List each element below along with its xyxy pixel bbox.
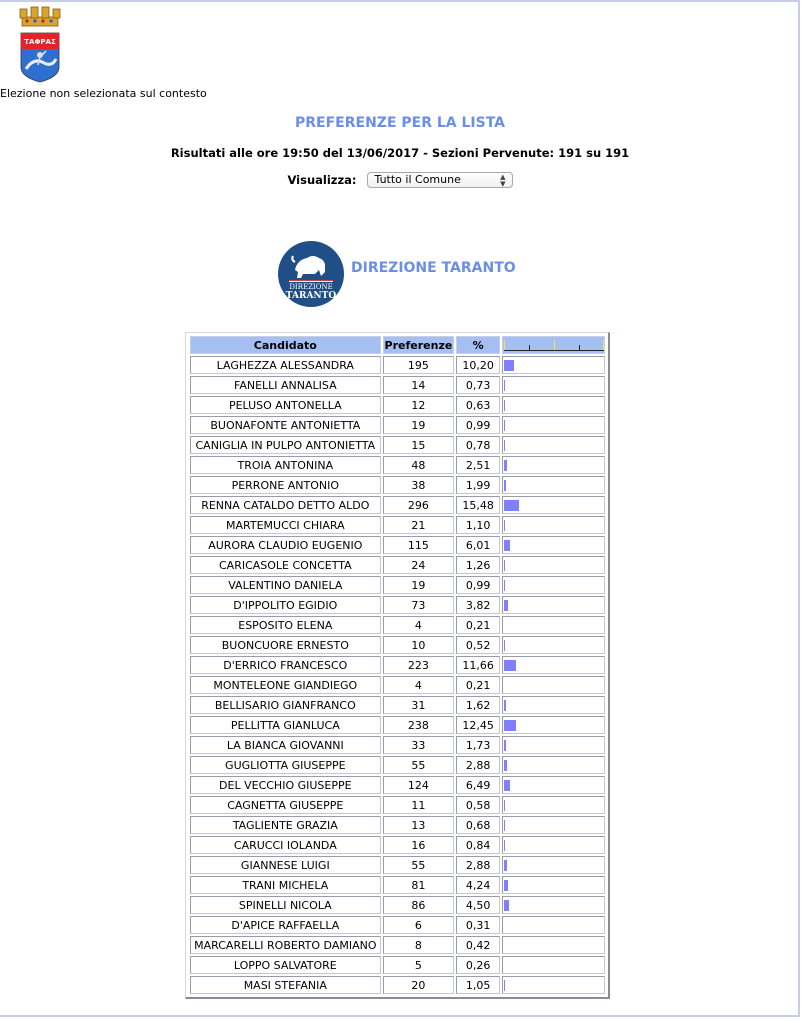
table-row	[190, 956, 605, 974]
candidate-votes: 223	[383, 656, 455, 674]
candidate-bar-cell	[502, 356, 605, 374]
table-row	[190, 876, 605, 894]
candidate-name: CARICASOLE CONCETTA	[190, 556, 381, 574]
svg-text:ΤΑΦΡΑΣ: ΤΑΦΡΑΣ	[24, 38, 56, 46]
table-row	[190, 656, 605, 674]
candidate-votes: 15	[383, 436, 455, 454]
candidate-votes: 81	[383, 876, 455, 894]
table-row	[190, 736, 605, 754]
candidate-votes: 31	[383, 696, 455, 714]
candidate-bar-cell	[502, 976, 605, 994]
bar-scale-axis	[504, 350, 604, 351]
candidate-percent: 12,45	[456, 716, 500, 734]
candidate-percent: 4,24	[456, 876, 500, 894]
percent-bar	[504, 560, 505, 571]
candidate-percent: 1,99	[456, 476, 500, 494]
candidate-percent: 0,99	[456, 416, 500, 434]
percent-bar	[504, 580, 505, 591]
candidate-votes: 38	[383, 476, 455, 494]
percent-bar	[504, 540, 510, 551]
candidate-votes: 124	[383, 776, 455, 794]
preferences-table-container	[185, 332, 610, 999]
candidate-percent: 3,82	[456, 596, 500, 614]
candidate-bar-cell	[502, 636, 605, 654]
candidate-name: CAGNETTA GIUSEPPE	[190, 796, 381, 814]
candidate-percent: 2,51	[456, 456, 500, 474]
candidate-votes: 55	[383, 756, 455, 774]
bar-scale-tick	[579, 345, 580, 350]
percent-bar	[504, 780, 510, 791]
percent-bar	[504, 640, 505, 651]
table-row	[190, 976, 605, 994]
candidate-name: GUGLIOTTA GIUSEPPE	[190, 756, 381, 774]
candidate-percent: 0,99	[456, 576, 500, 594]
candidate-votes: 14	[383, 376, 455, 394]
candidate-votes: 6	[383, 916, 455, 934]
table-row	[190, 576, 605, 594]
view-selector-row	[0, 172, 800, 188]
view-label: Visualizza:	[287, 173, 357, 187]
candidate-votes: 55	[383, 856, 455, 874]
candidate-percent: 2,88	[456, 856, 500, 874]
candidate-percent: 1,10	[456, 516, 500, 534]
candidate-percent: 15,48	[456, 496, 500, 514]
candidate-votes: 296	[383, 496, 455, 514]
candidate-votes: 21	[383, 516, 455, 534]
percent-bar	[504, 500, 519, 511]
candidate-votes: 4	[383, 616, 455, 634]
bar-scale-tick	[529, 345, 530, 350]
candidate-percent: 6,49	[456, 776, 500, 794]
candidate-votes: 24	[383, 556, 455, 574]
city-crest-icon	[18, 5, 62, 83]
candidate-bar-cell	[502, 896, 605, 914]
candidate-name: TROIA ANTONINA	[190, 456, 381, 474]
table-row	[190, 436, 605, 454]
candidate-percent: 0,84	[456, 836, 500, 854]
candidate-name: PERRONE ANTONIO	[190, 476, 381, 494]
candidate-name: DEL VECCHIO GIUSEPPE	[190, 776, 381, 794]
candidate-percent: 1,05	[456, 976, 500, 994]
percent-bar	[504, 840, 505, 851]
candidate-name: SPINELLI NICOLA	[190, 896, 381, 914]
candidate-percent: 0,31	[456, 916, 500, 934]
percent-bar	[504, 880, 508, 891]
candidate-name: MASI STEFANIA	[190, 976, 381, 994]
table-row	[190, 856, 605, 874]
candidate-votes: 11	[383, 796, 455, 814]
candidate-votes: 19	[383, 416, 455, 434]
candidate-bar-cell	[502, 836, 605, 854]
candidate-percent: 0,78	[456, 436, 500, 454]
candidate-name: LAGHEZZA ALESSANDRA	[190, 356, 381, 374]
list-logo-icon	[277, 240, 345, 308]
candidate-votes: 12	[383, 396, 455, 414]
candidate-name: PELLITTA GIANLUCA	[190, 716, 381, 734]
candidate-name: RENNA CATALDO DETTO ALDO	[190, 496, 381, 514]
candidate-bar-cell	[502, 776, 605, 794]
percent-bar	[504, 480, 506, 491]
candidate-bar-cell	[502, 556, 605, 574]
table-row	[190, 916, 605, 934]
percent-bar	[504, 380, 505, 391]
table-row	[190, 556, 605, 574]
table-row	[190, 356, 605, 374]
candidate-percent: 0,63	[456, 396, 500, 414]
candidate-name: CANIGLIA IN PULPO ANTONIETTA	[190, 436, 381, 454]
candidate-votes: 115	[383, 536, 455, 554]
table-row	[190, 716, 605, 734]
candidate-percent: 0,68	[456, 816, 500, 834]
percent-bar	[504, 720, 516, 731]
candidate-bar-cell	[502, 816, 605, 834]
candidate-percent: 10,20	[456, 356, 500, 374]
candidate-name: AURORA CLAUDIO EUGENIO	[190, 536, 381, 554]
table-row	[190, 756, 605, 774]
percent-bar	[504, 660, 516, 671]
table-row	[190, 376, 605, 394]
view-select[interactable]	[367, 172, 513, 188]
candidate-bar-cell	[502, 796, 605, 814]
candidate-name: D'APICE RAFFAELLA	[190, 916, 381, 934]
candidate-votes: 10	[383, 636, 455, 654]
candidate-bar-cell	[502, 716, 605, 734]
candidate-percent: 1,62	[456, 696, 500, 714]
candidate-votes: 73	[383, 596, 455, 614]
candidate-name: TAGLIENTE GRAZIA	[190, 816, 381, 834]
candidate-name: ESPOSITO ELENA	[190, 616, 381, 634]
percent-bar	[504, 860, 507, 871]
candidate-percent: 6,01	[456, 536, 500, 554]
svg-text:DIREZIONE: DIREZIONE	[289, 283, 333, 291]
candidate-votes: 33	[383, 736, 455, 754]
candidate-name: GIANNESE LUIGI	[190, 856, 381, 874]
candidate-name: VALENTINO DANIELA	[190, 576, 381, 594]
candidate-bar-cell	[502, 676, 605, 694]
preferences-table	[188, 334, 607, 996]
candidate-votes: 238	[383, 716, 455, 734]
candidate-name: BUONAFONTE ANTONIETTA	[190, 416, 381, 434]
candidate-bar-cell	[502, 516, 605, 534]
bar-scale-tick	[603, 340, 604, 350]
candidate-bar-cell	[502, 736, 605, 754]
candidate-percent: 0,58	[456, 796, 500, 814]
list-name: DIREZIONE TARANTO	[351, 260, 516, 276]
candidate-bar-cell	[502, 456, 605, 474]
table-row	[190, 416, 605, 434]
table-row	[190, 676, 605, 694]
candidate-bar-cell	[502, 916, 605, 934]
candidate-name: MARTEMUCCI CHIARA	[190, 516, 381, 534]
candidate-bar-cell	[502, 696, 605, 714]
percent-bar	[504, 520, 505, 531]
table-header-row	[190, 336, 605, 354]
candidate-votes: 195	[383, 356, 455, 374]
candidate-votes: 86	[383, 896, 455, 914]
candidate-bar-cell	[502, 476, 605, 494]
table-row	[190, 396, 605, 414]
candidate-votes: 8	[383, 936, 455, 954]
column-header-percent: %	[456, 336, 500, 354]
table-row	[190, 636, 605, 654]
candidate-name: PELUSO ANTONELLA	[190, 396, 381, 414]
column-header-candidate: Candidato	[190, 336, 381, 354]
candidate-bar-cell	[502, 656, 605, 674]
percent-bar	[504, 360, 514, 371]
percent-bar	[504, 440, 505, 451]
percent-bar	[504, 760, 507, 771]
table-row	[190, 696, 605, 714]
table-row	[190, 476, 605, 494]
table-row	[190, 516, 605, 534]
bar-scale-tick	[554, 340, 555, 350]
results-status: Risultati alle ore 19:50 del 13/06/2017 - Sezioni Pervenute: 191 su 191	[170, 146, 630, 160]
candidate-name: BUONCUORE ERNESTO	[190, 636, 381, 654]
candidate-name: LOPPO SALVATORE	[190, 956, 381, 974]
select-arrows-icon: ▲ ▼	[500, 173, 506, 188]
candidate-percent: 2,88	[456, 756, 500, 774]
candidate-bar-cell	[502, 596, 605, 614]
table-row	[190, 816, 605, 834]
percent-bar	[504, 420, 505, 431]
candidate-name: D'ERRICO FRANCESCO	[190, 656, 381, 674]
percent-bar	[504, 740, 506, 751]
candidate-percent: 1,26	[456, 556, 500, 574]
table-row	[190, 896, 605, 914]
table-row	[190, 776, 605, 794]
bar-scale-tick	[504, 340, 505, 350]
candidate-votes: 19	[383, 576, 455, 594]
candidate-bar-cell	[502, 936, 605, 954]
candidate-percent: 0,21	[456, 616, 500, 634]
table-row	[190, 456, 605, 474]
svg-text:TARANTO: TARANTO	[285, 291, 337, 301]
candidate-bar-cell	[502, 436, 605, 454]
candidate-percent: 0,73	[456, 376, 500, 394]
percent-bar	[504, 820, 505, 831]
table-row	[190, 536, 605, 554]
candidate-bar-cell	[502, 376, 605, 394]
percent-bar	[504, 700, 506, 711]
candidate-name: BELLISARIO GIANFRANCO	[190, 696, 381, 714]
candidate-name: D'IPPOLITO EGIDIO	[190, 596, 381, 614]
election-note: Elezione non selezionata sul contesto	[0, 87, 207, 100]
candidate-name: TRANI MICHELA	[190, 876, 381, 894]
candidate-bar-cell	[502, 496, 605, 514]
candidate-name: LA BIANCA GIOVANNI	[190, 736, 381, 754]
candidate-votes: 20	[383, 976, 455, 994]
candidate-votes: 5	[383, 956, 455, 974]
candidate-votes: 4	[383, 676, 455, 694]
candidate-percent: 4,50	[456, 896, 500, 914]
table-body	[190, 356, 605, 994]
percent-bar	[504, 600, 508, 611]
candidate-bar-cell	[502, 756, 605, 774]
bar-scale	[504, 339, 604, 352]
page-title: PREFERENZE PER LA LISTA	[295, 115, 505, 131]
candidate-bar-cell	[502, 876, 605, 894]
candidate-bar-cell	[502, 416, 605, 434]
table-row	[190, 936, 605, 954]
percent-bar	[504, 460, 507, 471]
candidate-percent: 11,66	[456, 656, 500, 674]
percent-bar	[504, 980, 505, 991]
candidate-name: MONTELEONE GIANDIEGO	[190, 676, 381, 694]
candidate-percent: 0,42	[456, 936, 500, 954]
table-row	[190, 836, 605, 854]
candidate-votes: 16	[383, 836, 455, 854]
column-header-bar-scale	[502, 336, 605, 354]
candidate-percent: 0,21	[456, 676, 500, 694]
candidate-bar-cell	[502, 956, 605, 974]
table-row	[190, 596, 605, 614]
candidate-name: CARUCCI IOLANDA	[190, 836, 381, 854]
column-header-votes: Preferenze	[383, 336, 455, 354]
candidate-votes: 13	[383, 816, 455, 834]
candidate-name: MARCARELLI ROBERTO DAMIANO	[190, 936, 381, 954]
candidate-bar-cell	[502, 536, 605, 554]
candidate-percent: 0,52	[456, 636, 500, 654]
view-select-value: Tutto il Comune	[374, 173, 461, 186]
candidate-bar-cell	[502, 616, 605, 634]
candidate-bar-cell	[502, 396, 605, 414]
candidate-bar-cell	[502, 856, 605, 874]
percent-bar	[504, 400, 505, 411]
candidate-name: FANELLI ANNALISA	[190, 376, 381, 394]
candidate-bar-cell	[502, 576, 605, 594]
candidate-percent: 1,73	[456, 736, 500, 754]
candidate-votes: 48	[383, 456, 455, 474]
candidate-percent: 0,26	[456, 956, 500, 974]
crown-icon	[20, 7, 60, 26]
table-row	[190, 796, 605, 814]
table-row	[190, 616, 605, 634]
table-row	[190, 496, 605, 514]
percent-bar	[504, 900, 509, 911]
percent-bar	[504, 800, 505, 811]
